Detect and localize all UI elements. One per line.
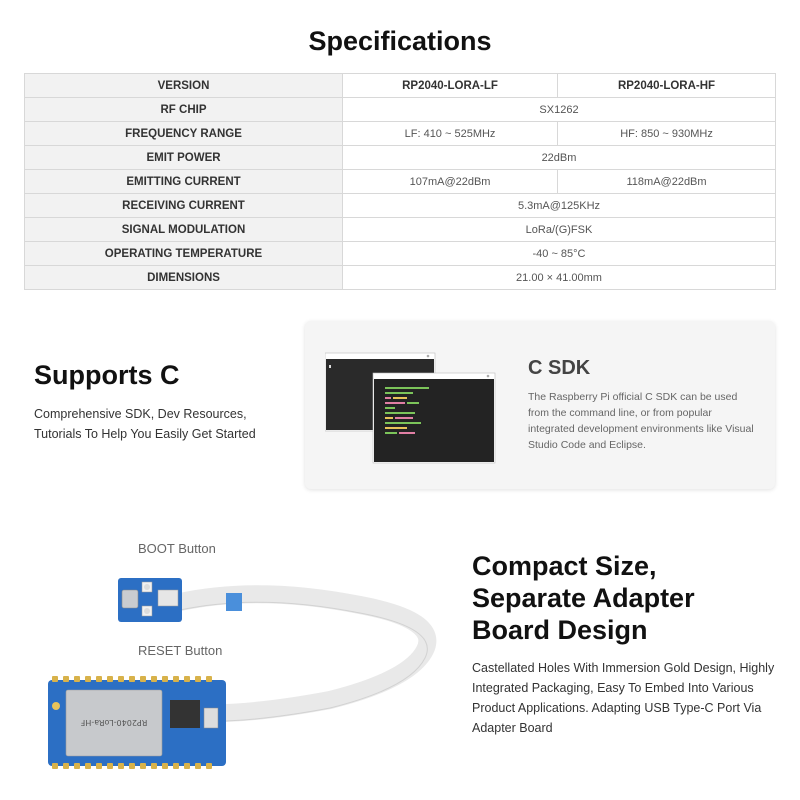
code-line xyxy=(385,407,395,409)
reset-button-label: RESET Button xyxy=(138,643,223,658)
row-label: OPERATING TEMPERATURE xyxy=(25,242,343,266)
compact-size-title xyxy=(472,550,695,646)
code-line xyxy=(385,427,407,429)
row-value: LoRa/(G)FSK xyxy=(343,218,776,242)
compact-title-line: Compact Size, xyxy=(472,551,657,581)
row-label: DIMENSIONS xyxy=(25,266,343,290)
c-sdk-description: The Raspberry Pi official C SDK can be used from the command line, or from popular integrated development environments like Visual Studio Code and Eclipse. xyxy=(528,391,754,451)
code-line xyxy=(385,412,415,414)
table-row xyxy=(25,170,776,194)
table-header-hf: RP2040-LORA-HF xyxy=(558,74,776,98)
c-sdk-card xyxy=(305,321,775,489)
code-line xyxy=(395,417,413,419)
row-label: SIGNAL MODULATION xyxy=(25,218,343,242)
row-label: EMIT POWER xyxy=(25,146,343,170)
table-row xyxy=(25,194,776,218)
code-line xyxy=(407,402,419,404)
boot-button-cap xyxy=(144,584,150,590)
row-value-lf: LF: 410 ~ 525MHz xyxy=(343,122,558,146)
chip-icon xyxy=(170,700,200,728)
usb-c-port-icon xyxy=(122,590,138,608)
page-title: Specifications xyxy=(308,26,492,56)
window-dot-icon xyxy=(427,355,430,358)
compact-title-line: Separate Adapter xyxy=(472,583,695,613)
board-illustration xyxy=(30,530,450,795)
code-line xyxy=(385,387,429,389)
row-value: 22dBm xyxy=(343,146,776,170)
code-line xyxy=(385,422,421,424)
cursor-icon xyxy=(329,365,331,368)
compact-title-line: Board Design xyxy=(472,615,648,645)
fpc-connector xyxy=(158,590,178,606)
row-value-hf: 118mA@22dBm xyxy=(558,170,776,194)
table-row xyxy=(25,266,776,290)
table-row xyxy=(25,122,776,146)
code-line xyxy=(385,402,405,404)
row-label: EMITTING CURRENT xyxy=(25,170,343,194)
table-row xyxy=(25,98,776,122)
row-value: -40 ~ 85°C xyxy=(343,242,776,266)
board-fpc-connector xyxy=(204,708,218,728)
row-label: RF CHIP xyxy=(25,98,343,122)
reset-button-cap xyxy=(144,608,150,614)
board-silkscreen: RP2040-LoRa-HF xyxy=(80,718,148,727)
table-header-lf: RP2040-LORA-LF xyxy=(343,74,558,98)
spec-table xyxy=(24,73,776,290)
compact-size-description: Castellated Holes With Immersion Gold Design, Highly Integrated Packaging, Easy To Embed Into Various Product Applications. Adapting USB Type-C Port Via Adapter Board xyxy=(472,661,775,735)
row-value: SX1262 xyxy=(343,98,776,122)
c-sdk-title: C SDK xyxy=(528,357,591,379)
supports-c-description: Comprehensive SDK, Dev Resources, Tutorials To Help You Easily Get Started xyxy=(34,407,256,441)
row-value-hf: HF: 850 ~ 930MHz xyxy=(558,122,776,146)
code-line xyxy=(385,432,397,434)
table-row xyxy=(25,146,776,170)
row-label: RECEIVING CURRENT xyxy=(25,194,343,218)
code-line xyxy=(393,397,407,399)
window-dot-icon xyxy=(487,375,490,378)
antenna-pad-icon xyxy=(52,702,60,710)
code-line xyxy=(385,397,391,399)
main-board xyxy=(48,680,226,766)
supports-c-title: Supports C xyxy=(34,360,180,390)
table-header-label: VERSION xyxy=(25,74,343,98)
boot-button-label: BOOT Button xyxy=(138,541,216,556)
table-row xyxy=(25,218,776,242)
row-value: 5.3mA@125KHz xyxy=(343,194,776,218)
code-editor-illustration xyxy=(325,351,505,466)
row-value: 21.00 × 41.00mm xyxy=(343,266,776,290)
table-row xyxy=(25,242,776,266)
row-value-lf: 107mA@22dBm xyxy=(343,170,558,194)
row-label: FREQUENCY RANGE xyxy=(25,122,343,146)
code-line xyxy=(399,432,415,434)
table-header-row xyxy=(25,74,776,98)
front-window-body xyxy=(374,379,494,462)
code-line xyxy=(385,417,393,419)
code-line xyxy=(385,392,413,394)
cable-tab xyxy=(226,593,242,611)
